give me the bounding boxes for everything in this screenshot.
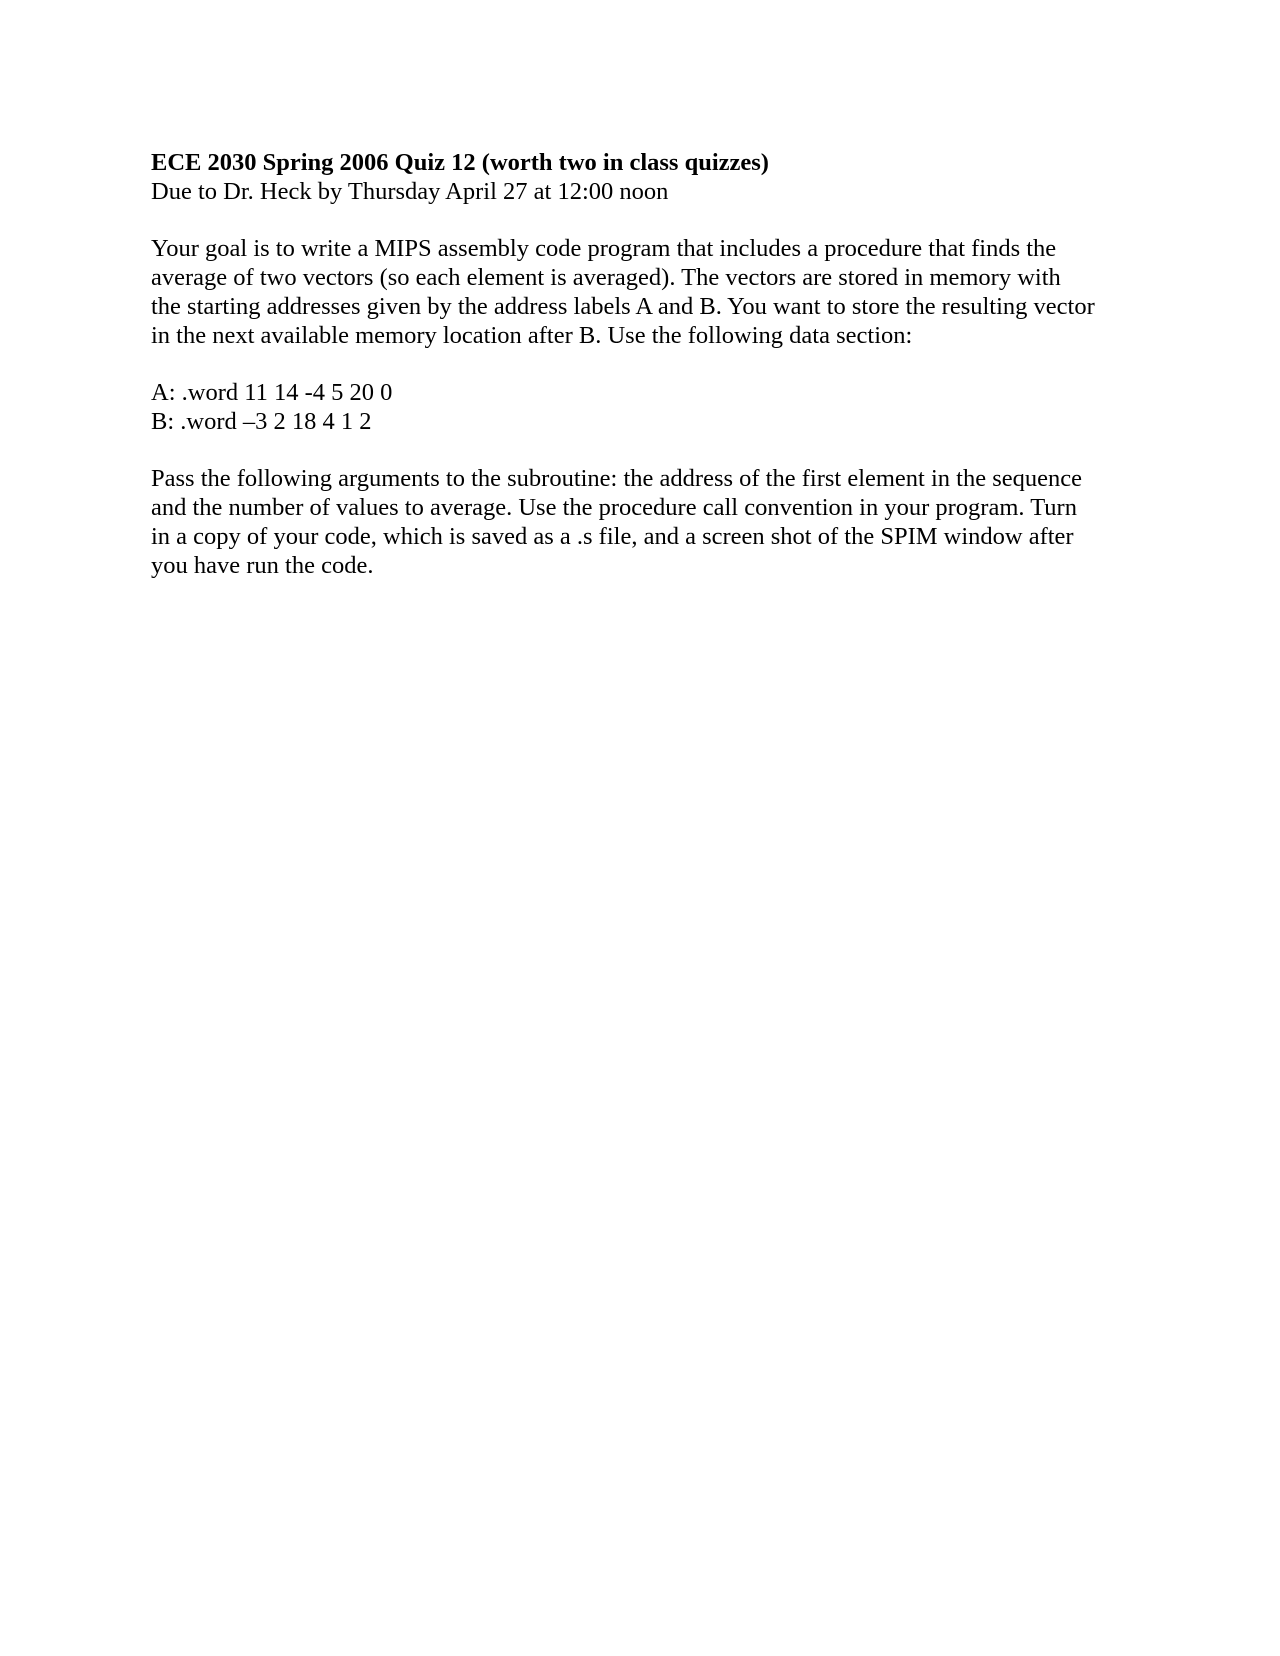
document-title: ECE 2030 Spring 2006 Quiz 12 (worth two in class quizzes) bbox=[151, 149, 769, 176]
data-line-a: A: .word 11 14 -4 5 20 0 bbox=[151, 379, 393, 406]
paragraph-line: Your goal is to write a MIPS assembly code program that includes a procedure that finds the bbox=[151, 235, 1057, 262]
intro-paragraph bbox=[151, 234, 1151, 350]
paragraph-line: in the next available memory location after B. Use the following data section: bbox=[151, 322, 913, 349]
data-line-b: B: .word –3 2 18 4 1 2 bbox=[151, 408, 372, 435]
instructions-paragraph bbox=[151, 464, 1151, 580]
paragraph-line: average of two vectors (so each element is averaged). The vectors are stored in memory with bbox=[151, 264, 1061, 291]
spacer bbox=[151, 206, 1151, 234]
spacer bbox=[151, 436, 1151, 464]
data-section bbox=[151, 378, 1151, 436]
document-page bbox=[151, 148, 1151, 580]
due-line: Due to Dr. Heck by Thursday April 27 at 12:00 noon bbox=[151, 178, 669, 205]
spacer bbox=[151, 350, 1151, 378]
paragraph-line: you have run the code. bbox=[151, 552, 374, 579]
paragraph-line: Pass the following arguments to the subroutine: the address of the first element in the sequence bbox=[151, 465, 1083, 492]
paragraph-line: in a copy of your code, which is saved as a .s file, and a screen shot of the SPIM window after bbox=[151, 523, 1074, 550]
paragraph-line: the starting addresses given by the address labels A and B. You want to store the resulting vector bbox=[151, 293, 1095, 320]
paragraph-line: and the number of values to average. Use the procedure call convention in your program. Turn bbox=[151, 494, 1077, 521]
